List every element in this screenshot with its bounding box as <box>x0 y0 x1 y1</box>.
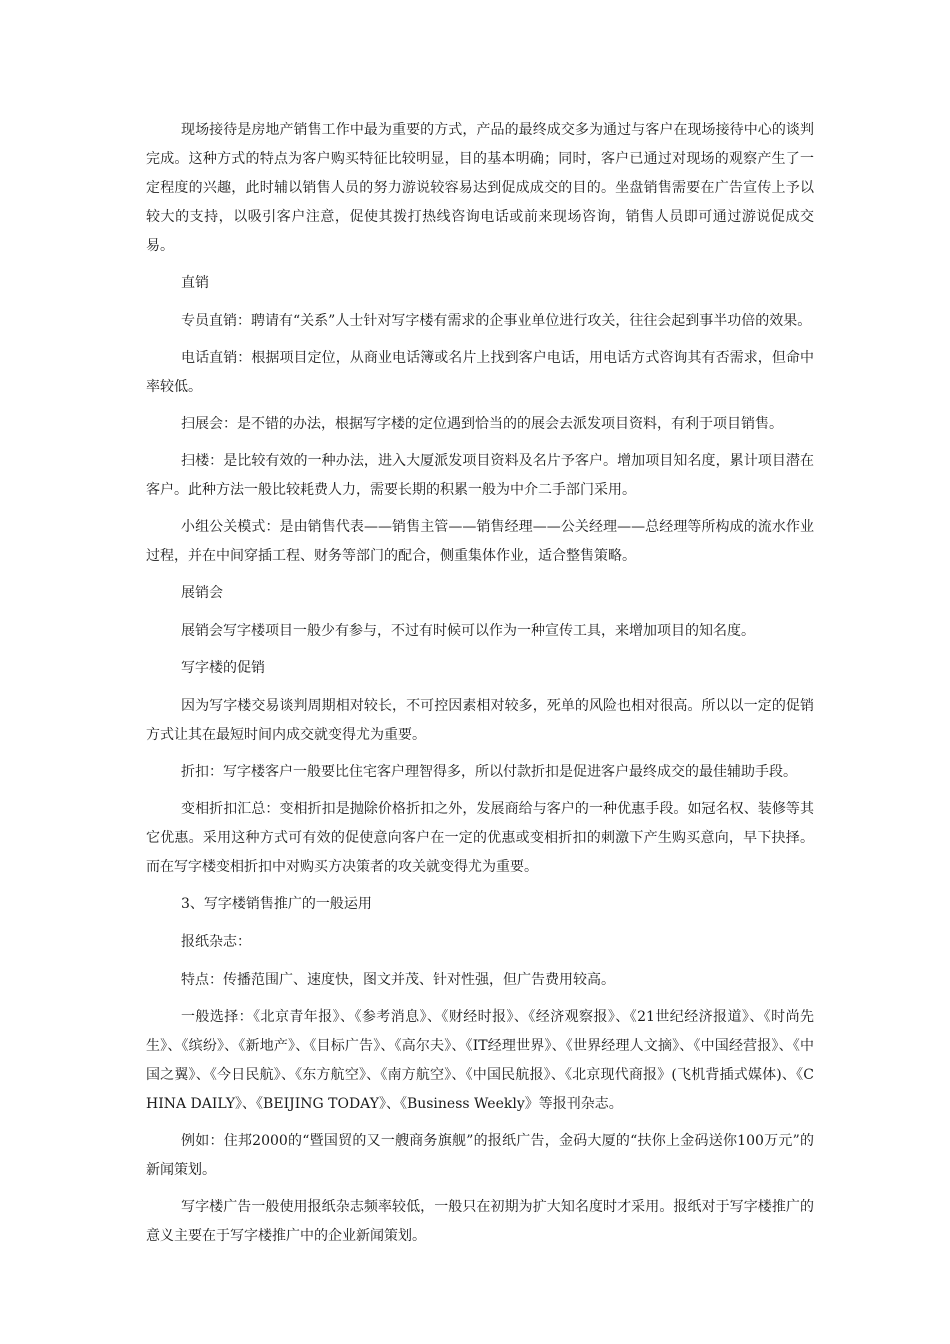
paragraph-promotion-reason: 因为写字楼交易谈判周期相对较长，不可控因素相对较多，死单的风险也相对很高。所以以一定的促销方式让其在最短时间内成交就变得尤为重要。 <box>146 698 814 743</box>
paragraph-ad-frequency: 写字楼广告一般使用报纸杂志频率较低，一般只在初期为扩大知名度时才采用。报纸对于写字楼推广的意义主要在于写字楼推广中的企业新闻策划。 <box>146 1199 814 1244</box>
paragraph-building-sweep: 扫楼：是比较有效的一种办法，进入大厦派发项目资料及名片予客户。增加项目知名度，累计项目潜在客户。此种方法一般比较耗费人力，需要长期的积累一般为中介二手部门采用。 <box>146 453 814 498</box>
paragraph-media-selection: 一般选择：《北京青年报》、《参考消息》、《财经时报》、《经济观察报》、《21世纪经济报道》、《时尚先生》、《缤纷》、《新地产》、《目标广告》、《高尔夫》、《IT经理世界》、《世界经理人文摘》、《中国经营报》、《中国之翼》、《今日民航》、《东方航空》、《南方航空》、《中国民航报》、《北京现代商报》(飞机背插式媒体)、《CHINA DAILY》、《BEIJING TODAY》、《Business Weekly》等报刊杂志。 <box>146 1009 814 1112</box>
paragraph-example: 例如：住邦2000的“暨国贸的又一艘商务旗舰”的报纸广告，金码大厦的“扶你上金码送你100万元”的新闻策划。 <box>146 1133 814 1178</box>
heading-newspapers-magazines: 报纸杂志： <box>181 934 251 950</box>
heading-exhibition-sales: 展销会 <box>181 585 223 601</box>
paragraph-features: 特点：传播范围广、速度快，图文并茂、针对性强，但广告费用较高。 <box>181 972 615 988</box>
heading-office-promotion: 写字楼的促销 <box>181 660 265 676</box>
paragraph-exhibition-sales: 展销会写字楼项目一般少有参与，不过有时候可以作为一种宣传工具，来增加项目的知名度。 <box>181 623 755 639</box>
paragraph-indirect-discount: 变相折扣汇总：变相折扣是抛除价格折扣之外，发展商给与客户的一种优惠手段。如冠名权、装修等其它优惠。采用这种方式可有效的促使意向客户在一定的优惠或变相折扣的刺激下产生购买意向，早下抉择。而在写字楼变相折扣中对购买方决策者的攻关就变得尤为重要。 <box>146 801 814 875</box>
paragraph-exhibition-sweep: 扫展会：是不错的办法，根据写字楼的定位遇到恰当的的展会去派发项目资料，有利于项目销售。 <box>181 416 783 432</box>
heading-direct-sales: 直销 <box>181 275 209 291</box>
paragraph-phone-direct-sales: 电话直销：根据项目定位，从商业电话簿或名片上找到客户电话，用电话方式咨询其有否需求，但命中率较低。 <box>146 350 814 395</box>
paragraph-on-site-reception: 现场接待是房地产销售工作中最为重要的方式，产品的最终成交多为通过与客户在现场接待中心的谈判完成。这种方式的特点为客户购买特征比较明显，目的基本明确；同时，客户已通过对现场的观察产生了一定程度的兴趣，此时辅以销售人员的努力游说较容易达到促成成交的目的。坐盘销售需要在广告宣传上予以较大的支持，以吸引客户注意，促使其拨打热线咨询电话或前来现场咨询，销售人员即可通过游说促成交易。 <box>146 122 814 254</box>
paragraph-discount: 折扣：写字楼客户一般要比住宅客户理智得多，所以付款折扣是促进客户最终成交的最佳辅助手段。 <box>181 764 797 780</box>
paragraph-specialist-direct-sales: 专员直销：聘请有“关系”人士针对写字楼有需求的企事业单位进行攻关，往往会起到事半功倍的效果。 <box>181 313 812 329</box>
paragraph-team-pr-mode: 小组公关模式：是由销售代表——销售主管——销售经理——公关经理——总经理等所构成的流水作业过程，并在中间穿插工程、财务等部门的配合，侧重集体作业，适合整售策略。 <box>146 519 814 564</box>
document-body <box>146 116 814 1259</box>
heading-promotion-usage: 3、写字楼销售推广的一般运用 <box>181 896 372 912</box>
